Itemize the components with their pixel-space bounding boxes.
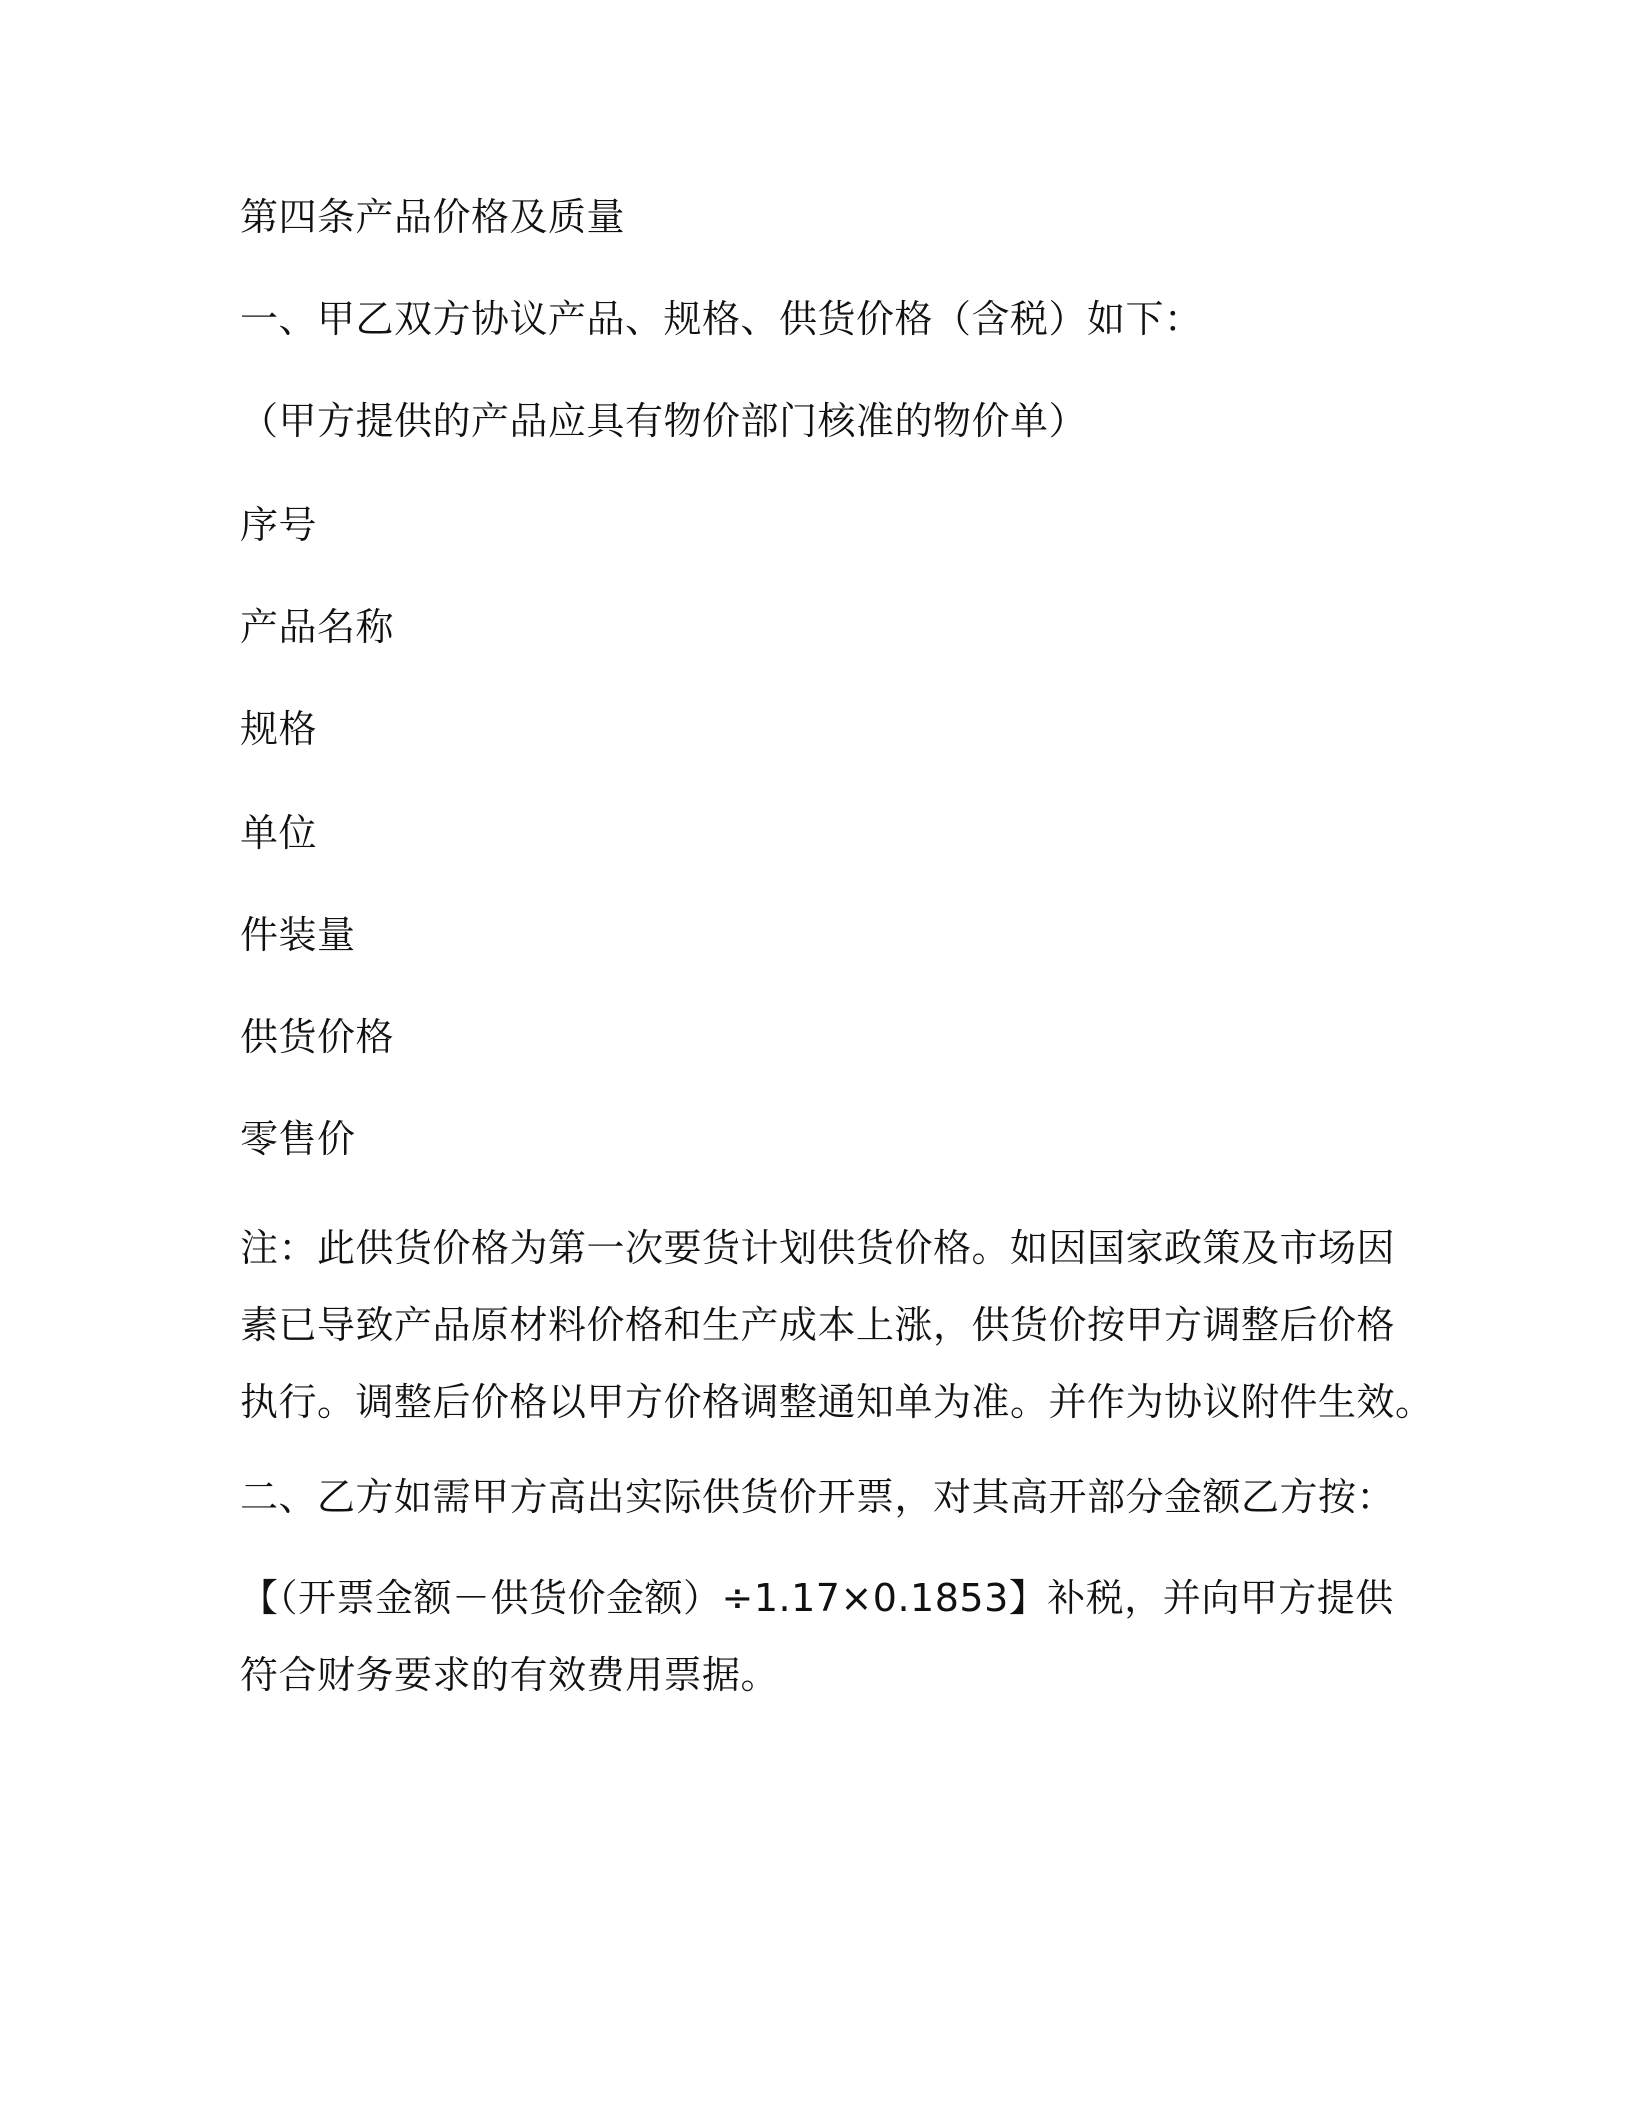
note-line: 执行。调整后价格以甲方价格调整通知单为准。并作为协议附件生效。	[240, 1380, 1434, 1424]
price-note-paragraph	[240, 1210, 1434, 1441]
section-heading: 第四条产品价格及质量	[240, 195, 626, 239]
field-specification: 规格	[240, 707, 318, 751]
clause-two-text: 二、乙方如需甲方高出实际供货价开票，对其高开部分金额乙方按：	[240, 1475, 1396, 1519]
clause-one-note: （甲方提供的产品应具有物价部门核准的物价单）	[240, 399, 1088, 443]
clause-one-text: 一、甲乙双方协议产品、规格、供货价格（含税）如下：	[240, 297, 1203, 341]
formula-line: 【（开票金额－供货价金额）÷1.17×0.1853】补税，并向甲方提供	[240, 1576, 1394, 1620]
formula-line: 符合财务要求的有效费用票据。	[240, 1653, 780, 1697]
note-line: 注：此供货价格为第一次要货计划供货价格。如因国家政策及市场因	[240, 1226, 1396, 1270]
field-unit: 单位	[240, 811, 318, 855]
field-pack-quantity: 件装量	[240, 913, 356, 957]
note-line: 素已导致产品原材料价格和生产成本上涨，供货价按甲方调整后价格	[240, 1303, 1396, 1347]
field-serial-number: 序号	[240, 503, 318, 547]
field-supply-price: 供货价格	[240, 1015, 395, 1059]
field-product-name: 产品名称	[240, 605, 395, 649]
field-retail-price: 零售价	[240, 1117, 356, 1161]
tax-formula-paragraph	[240, 1560, 1410, 1714]
